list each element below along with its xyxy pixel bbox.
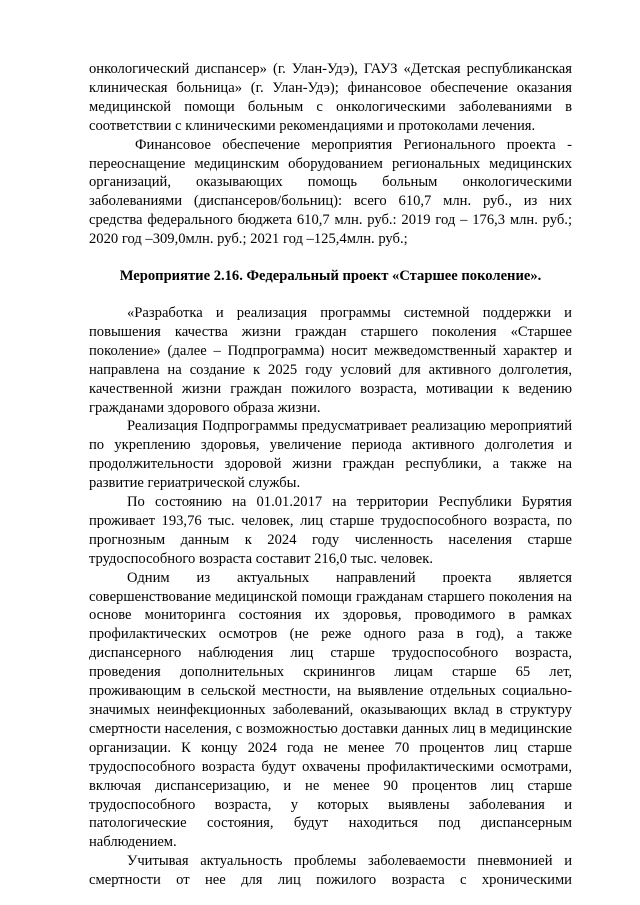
paragraph-continuation: онкологический диспансер» (г. Улан-Удэ), ГАУЗ «Детская республиканская клиническая больница» (г. Улан-Удэ); финансовое обеспечение оказания медицинской помощи больным с онкологическими заболеваниями в соответствии с клиническими рекомендациями и протоколами лечения. [89, 61, 572, 134]
document-page [89, 60, 572, 890]
paragraph-financing: Финансовое обеспечение мероприятия Регионального проекта - переоснащение медицинским оборудованием региональных медицинских организаций, оказывающих помощь больным онкологическими заболеваниями (диспансеров/больниц): всего 610,7 млн. руб., из них средства федерального бюджета 610,7 млн. руб.: 2019 год – 176,3 млн. руб.; 2020 год –309,0млн. руб.; 2021 год –125,4млн. руб.; [89, 136, 572, 248]
paragraph-population-stats: По состоянию на 01.01.2017 на территории Республики Бурятия проживает 193,76 тыс. человек, лиц старше трудоспособного возраста, по прогнозным данным к 2024 году численность населения старше трудоспособного возраста составит 216,0 тыс. человек. [89, 494, 572, 567]
paragraph-medical-care: Одним из актуальных направлений проекта является совершенствование медицинской помощи гражданам старшего поколения на основе мониторинга состояния их здоровья, проводимого в рамках профилактических осмотров (не реже одного раза в год), а также диспансерного наблюдения лиц старше трудоспособного возраста, проведения дополнительных скринингов лицам старше 65 лет, проживающим в сельской местности, на выявление отдельных социально-значимых неинфекционных заболеваний, оказывающих вклад в структуру смертности населения, с возможностью доставки данных лиц в медицинские организации. К концу 2024 года не менее 70 процентов лиц старше трудоспособного возраста будут охвачены профилактическими осмотрами, включая диспансеризацию, и не менее 90 процентов лиц старше трудоспособного возраста, у которых выявлены заболевания и патологические состояния, будут находиться под диспансерным наблюдением. [89, 569, 572, 851]
paragraph-pneumonia: Учитывая актуальность проблемы заболеваемости пневмонией и смертности от нее для лиц пожилого возраста с хроническими [89, 853, 572, 889]
paragraph-subprogram-intro: «Разработка и реализация программы системной поддержки и повышения качества жизни граждан старшего поколения «Старшее поколение» (далее – Подпрограмма) носит межведомственный характер и направлена на создание к 2025 году условий для активного долголетия, качественной жизни граждан пожилого возраста, мотивации к ведению гражданами здорового образа жизни. [89, 304, 572, 416]
paragraph-subprogram-implementation: Реализация Подпрограммы предусматривает реализацию мероприятий по укреплению здоровья, увеличение периода активного долголетия и продолжительности здоровой жизни граждан республики, а также на развитие гериатрической службы. [89, 418, 572, 492]
section-heading: Мероприятие 2.16. Федеральный проект «Старшее поколение». [119, 268, 542, 285]
